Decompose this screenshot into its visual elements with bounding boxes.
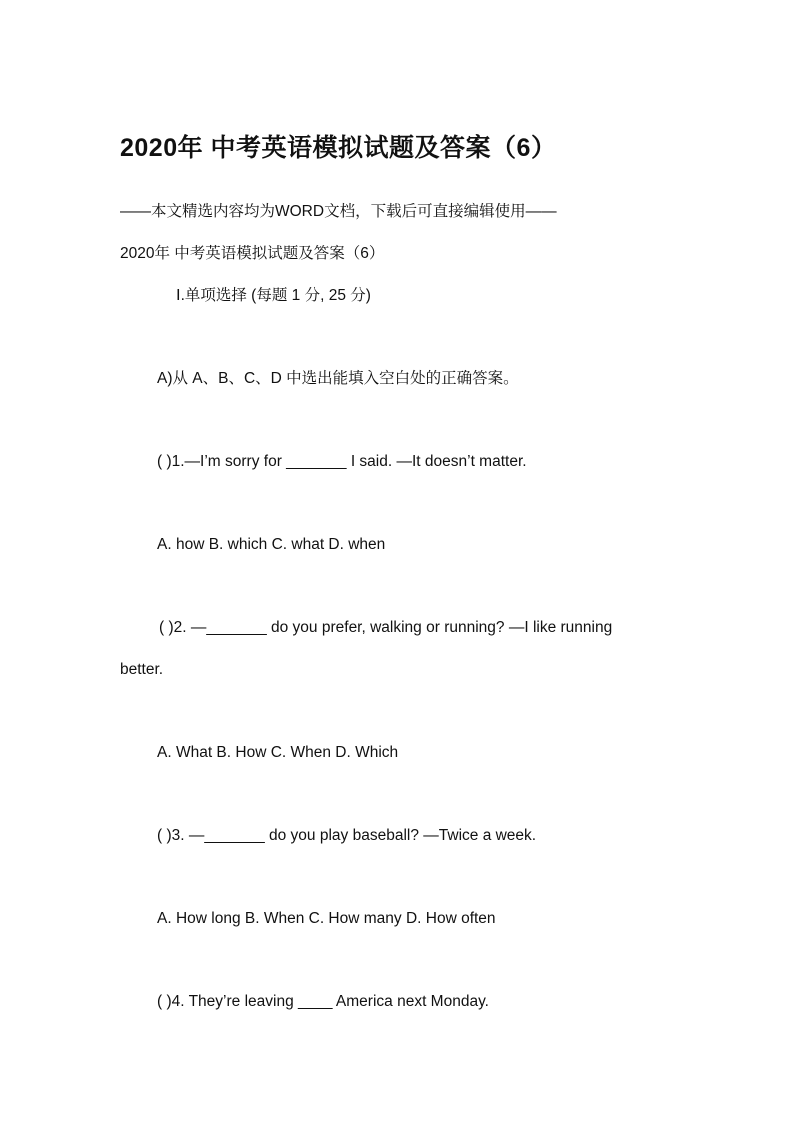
question-2-continued: better. xyxy=(120,661,164,678)
section-heading: Ⅰ.单项选择 (每题 1 分, 25 分) xyxy=(176,287,371,304)
document-subtitle: ——本文精选内容均为WORD文档，下载后可直接编辑使用—— xyxy=(120,203,557,220)
instruction-text: A)从 A、B、C、D 中选出能填入空白处的正确答案。 xyxy=(157,370,519,387)
question-3: ( )3. —_______ do you play baseball? —Twice a week. xyxy=(157,827,537,844)
question-2-options: A. What B. How C. When D. Which xyxy=(157,744,399,761)
question-1-options: A. how B. which C. what D. when xyxy=(157,536,386,553)
question-1: ( )1.—I’m sorry for _______ I said. —It doesn’t matter. xyxy=(157,453,527,470)
question-4: ( )4. They’re leaving ____ America next Monday. xyxy=(157,993,489,1010)
question-2: ( )2. —_______ do you prefer, walking or running? —I like running xyxy=(159,619,613,636)
document-heading: 2020年 中考英语模拟试题及答案（6） xyxy=(120,245,385,262)
page-title: 2020年 中考英语模拟试题及答案（6） xyxy=(120,134,557,162)
question-3-options: A. How long B. When C. How many D. How often xyxy=(157,910,496,927)
